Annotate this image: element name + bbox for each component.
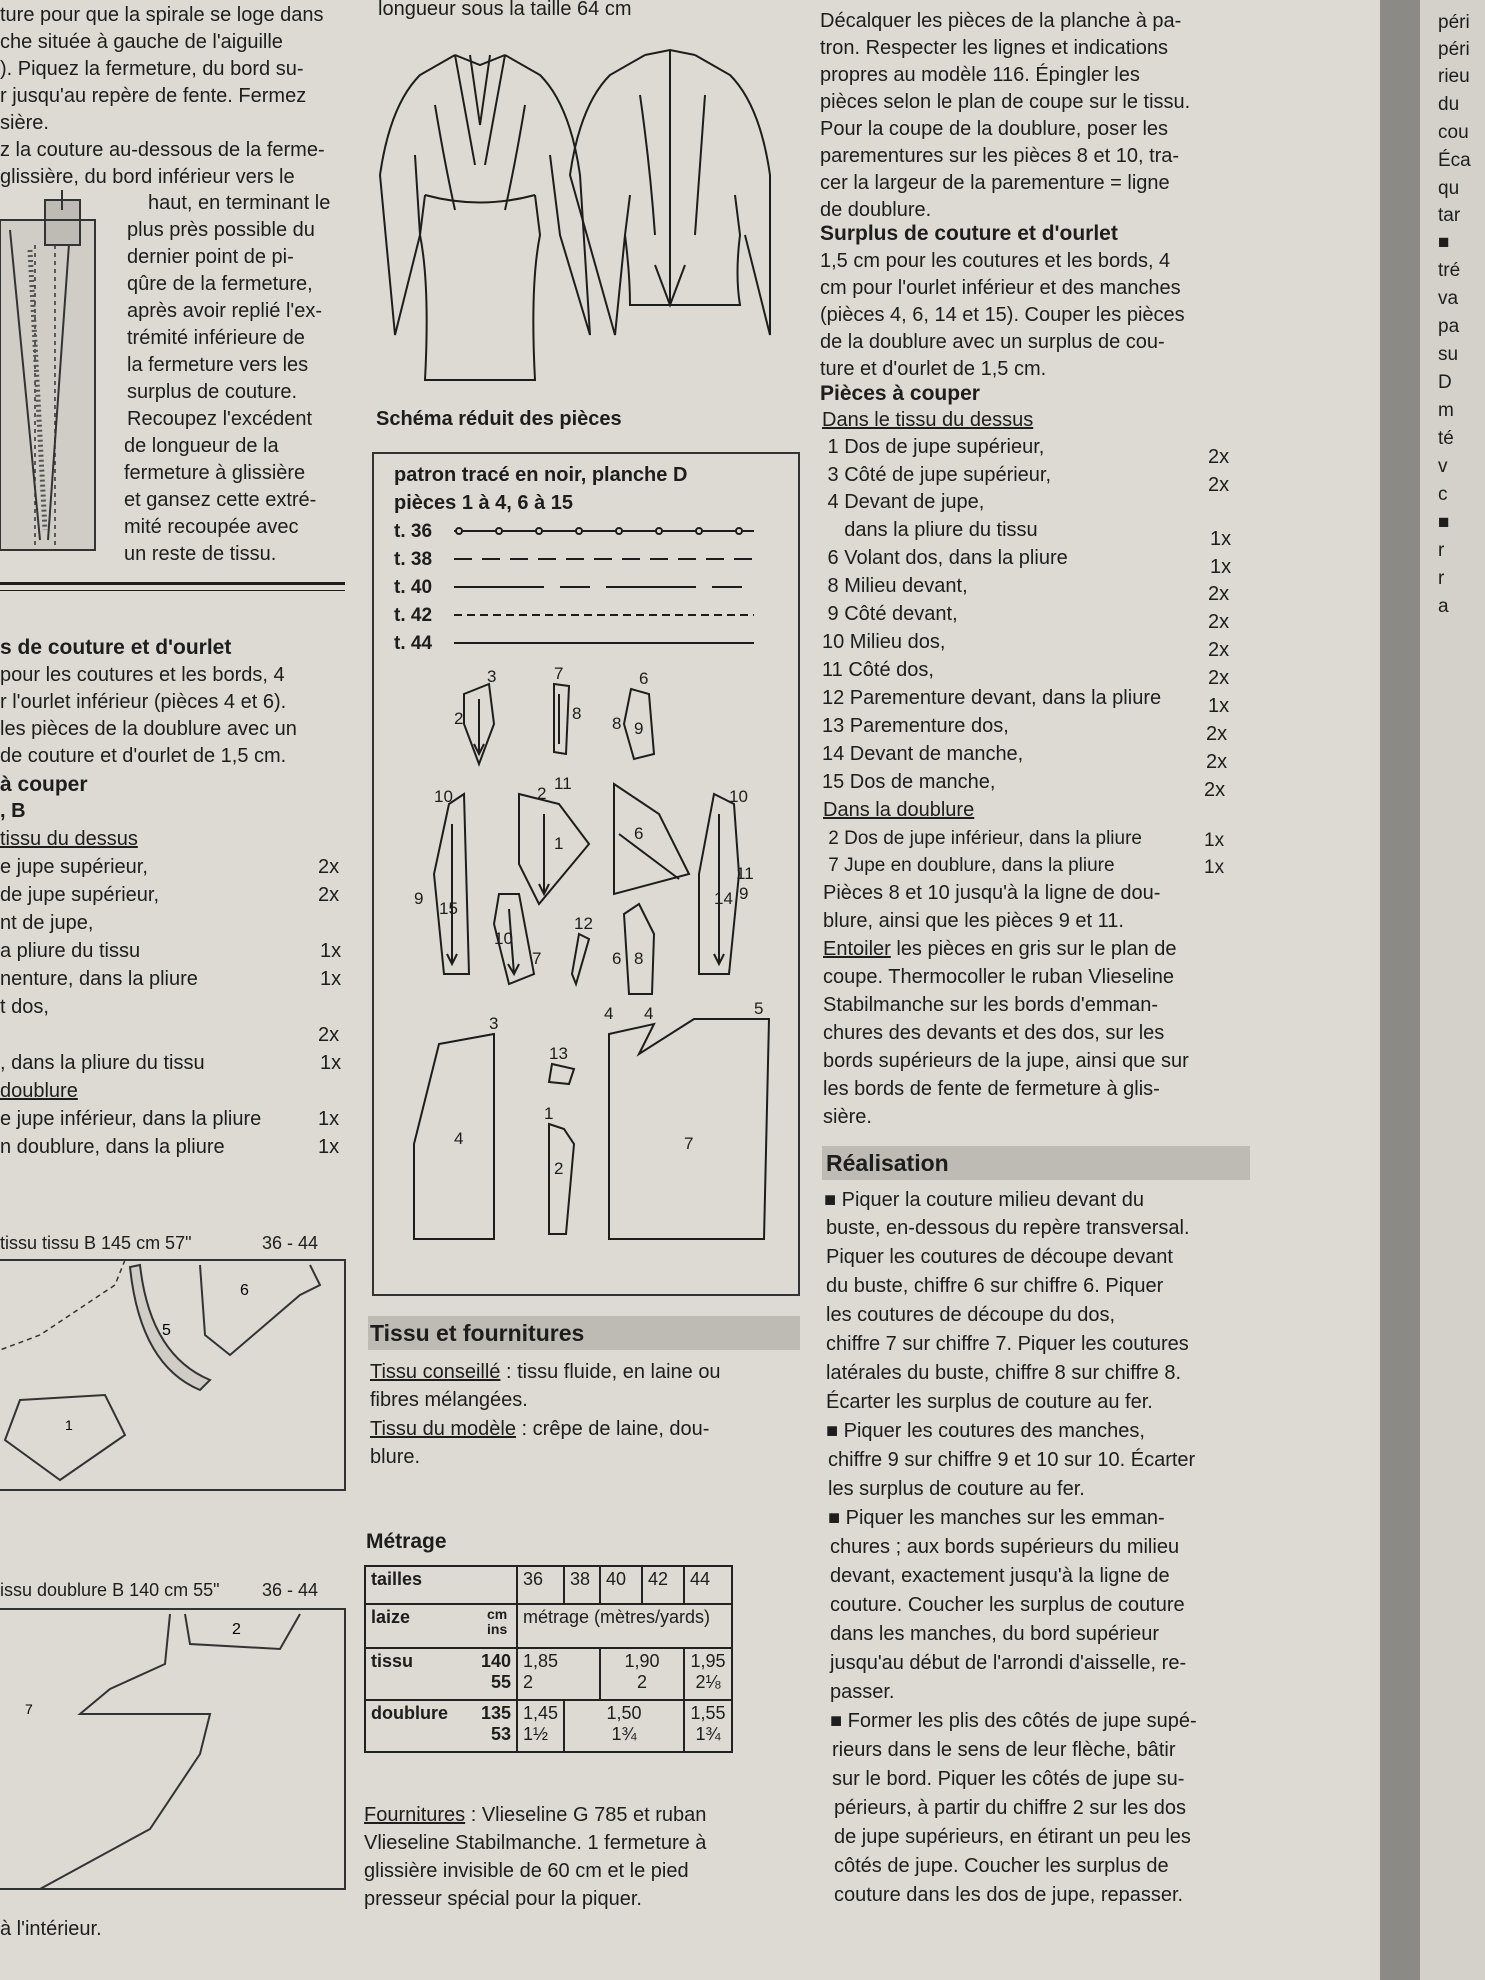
text-line: fibres mélangées.	[370, 1389, 528, 1411]
fragment: r	[1438, 540, 1445, 561]
text-line: cm pour l'ourlet inférieur et des manches	[820, 277, 1181, 299]
text-line: la fermeture vers les	[127, 354, 309, 376]
text-line: chiffre 7 sur chiffre 7. Piquer les coutures	[826, 1333, 1189, 1355]
text-line: Stabilmanche sur les bords d'emman-	[823, 994, 1159, 1016]
text-line: de longueur de la	[124, 435, 279, 457]
text-line: chures ; aux bords supérieurs du milieu	[830, 1536, 1180, 1558]
fragment: péri	[1438, 39, 1470, 60]
table-header-tailles: tailles	[365, 1566, 517, 1604]
footer-text: à l'intérieur.	[0, 1918, 102, 1940]
piece-number: 7	[684, 1134, 694, 1153]
piece-number: 1	[544, 1104, 554, 1123]
width-in: 53	[490, 1724, 511, 1744]
text-line: après avoir replié l'ex-	[127, 300, 323, 322]
piece-qty: 2x	[1208, 667, 1230, 689]
width-in: 55	[490, 1672, 511, 1692]
piece-number: 4	[644, 1004, 654, 1023]
piece-label: 3 Côté de jupe supérieur,	[822, 464, 1052, 486]
text-line: un reste de tissu.	[124, 543, 277, 565]
value-yd: 2⅛	[695, 1672, 721, 1692]
label-conseille: Tissu conseillé	[370, 1361, 501, 1383]
text-line: dernier point de pi-	[127, 246, 294, 268]
piece-number: 9	[634, 719, 644, 738]
pattern-note: pièces 1 à 4, 6 à 15	[394, 492, 574, 514]
fragment: rieu	[1438, 66, 1470, 87]
text-line: haut, en terminant le	[148, 192, 331, 214]
text-line: Décalquer les pièces de la planche à pa-	[820, 10, 1182, 32]
text-line: chures des devants et des dos, sur les	[823, 1022, 1165, 1044]
text-line: blure.	[370, 1446, 421, 1468]
realisation-heading: Réalisation	[826, 1150, 949, 1176]
seam-heading: s de couture et d'ourlet	[0, 636, 232, 659]
zipper-illustration	[0, 190, 118, 570]
pattern-note: patron tracé en noir, planche D	[394, 464, 688, 486]
piece-qty: 2x	[1208, 611, 1230, 633]
table-metrage-label: métrage (mètres/yards)	[517, 1604, 732, 1648]
text-line: propres au modèle 116. Épingler les	[820, 64, 1140, 86]
pattern-schema-box	[372, 452, 800, 1296]
piece-label: 4 Devant de jupe,	[822, 491, 985, 513]
text-line: rieurs dans le sens de leur flèche, bâtir	[832, 1739, 1176, 1761]
metrage-table	[364, 1565, 733, 1753]
piece-number: 2	[537, 784, 547, 803]
text-line: les bords de fente de fermeture à glis-	[823, 1078, 1160, 1100]
piece-qty: 2x	[1206, 723, 1228, 745]
piece-qty: 2x	[318, 856, 340, 878]
fragment: pa	[1438, 316, 1460, 337]
value-yd: 1½	[523, 1724, 549, 1744]
text-line: che située à gauche de l'aiguille	[0, 31, 283, 53]
piece-label: nt de jupe,	[0, 912, 94, 934]
text-line: 1,5 cm pour les coutures et les bords, 4	[820, 250, 1171, 272]
piece-number: 11	[554, 774, 572, 793]
text-line: coupe. Thermocoller le ruban Vlieseline	[823, 966, 1174, 988]
text-line: cer la largeur de la parementure = ligne	[820, 172, 1170, 194]
width-cm: 135	[480, 1703, 511, 1723]
cut-heading: à couper	[0, 773, 88, 796]
fragment: té	[1438, 428, 1454, 449]
text-line: du buste, chiffre 6 sur chiffre 6. Piquer	[826, 1275, 1164, 1297]
piece-qty: 2x	[1208, 446, 1230, 468]
piece-number: 5	[162, 1322, 171, 1339]
text-line: pièces selon le plan de coupe sur le tissu.	[820, 91, 1191, 113]
table-row-doublure	[365, 1700, 517, 1752]
text-line: z la couture au-dessous de la ferme-	[0, 139, 325, 161]
fragment: c	[1438, 484, 1448, 505]
piece-qty: 1x	[318, 1108, 340, 1130]
section-divider	[0, 582, 345, 585]
table-size: 44	[684, 1566, 732, 1604]
piece-qty: 1x	[1204, 857, 1225, 878]
fragment: su	[1438, 344, 1459, 365]
text-span: : Vlieseline G 785 et ruban	[465, 1804, 707, 1826]
value-m: 1,50	[606, 1703, 642, 1723]
text-line: buste, en-dessous du repère transversal.	[826, 1217, 1190, 1239]
tissu-label: tissu	[371, 1651, 414, 1671]
next-page-edge	[1420, 0, 1485, 1980]
text-line: r l'ourlet inférieur (pièces 4 et 6).	[0, 691, 287, 713]
table-row-tissu	[365, 1648, 517, 1700]
fragment: ■	[1438, 232, 1450, 253]
fragment: tré	[1438, 260, 1461, 281]
piece-label: 7 Jupe en doublure, dans la pliure	[823, 855, 1115, 876]
text-line: glissière invisible de 60 cm et le pied	[364, 1860, 689, 1882]
table-size: 36	[517, 1566, 564, 1604]
piece-number: 2	[454, 709, 464, 728]
value-yd: 1¾	[695, 1724, 721, 1744]
lining-heading: doublure	[0, 1080, 78, 1102]
table-cell	[684, 1648, 732, 1700]
label-modele: Tissu du modèle	[370, 1418, 516, 1440]
piece-number: 9	[739, 884, 749, 903]
table-cell	[517, 1700, 564, 1752]
piece-number: 4	[454, 1129, 464, 1148]
piece-number: 6	[639, 669, 649, 688]
size-label: t. 40	[394, 577, 433, 598]
table-size: 42	[642, 1566, 684, 1604]
size-line-styles	[454, 522, 764, 662]
table-size: 40	[600, 1566, 642, 1604]
text-line: r jusqu'au repère de fente. Fermez	[0, 85, 307, 107]
text-line: Recoupez l'excédent	[127, 408, 313, 430]
pattern-pieces-diagram	[394, 664, 784, 1279]
piece-label: 8 Milieu devant,	[822, 575, 968, 597]
piece-label: 2 Dos de jupe inférieur, dans la pliure	[823, 828, 1142, 849]
table-cell	[517, 1648, 600, 1700]
piece-label: 12 Parementure devant, dans la pliure	[822, 687, 1162, 709]
text-line: presseur spécial pour la piquer.	[364, 1888, 642, 1910]
piece-label: 14 Devant de manche,	[822, 743, 1024, 765]
piece-number: 1	[65, 1417, 73, 1433]
text-line: ■ Piquer la couture milieu devant du	[824, 1189, 1145, 1211]
text-line: périeurs, à partir du chiffre 2 sur les dos	[834, 1797, 1187, 1819]
units-label: cm ins	[487, 1606, 508, 1637]
piece-label: dans la pliure du tissu	[822, 519, 1038, 541]
piece-number: 3	[489, 1014, 499, 1033]
text-line: ■ Piquer les coutures des manches,	[826, 1420, 1145, 1442]
piece-label: 9 Côté devant,	[822, 603, 958, 625]
piece-number: 10	[434, 787, 453, 806]
cutting-layout-lining	[0, 1604, 350, 1894]
fabric-heading: tissu du dessus	[0, 828, 138, 850]
text-line: ture pour que la spirale se loge dans	[0, 4, 324, 26]
text-line: ■ Former les plis des côtés de jupe supé-	[830, 1710, 1197, 1732]
cut-subheading: , B	[0, 800, 26, 822]
piece-number: 12	[574, 914, 593, 933]
piece-label: t dos,	[0, 996, 49, 1018]
pieces-heading: Pièces à couper	[820, 382, 980, 405]
fragment: péri	[1438, 12, 1470, 33]
text-line: de doublure.	[820, 199, 932, 221]
piece-label: 10 Milieu dos,	[822, 631, 946, 653]
text-span: : tissu fluide, en laine ou	[500, 1361, 721, 1383]
text-line: Vlieseline Stabilmanche. 1 fermeture à	[364, 1832, 707, 1854]
value-m: 1,90	[624, 1651, 660, 1671]
piece-qty: 1x	[320, 940, 342, 962]
piece-qty: 2x	[1208, 474, 1230, 496]
piece-number: 6	[612, 949, 622, 968]
text-line: les coutures de découpe du dos,	[826, 1304, 1116, 1326]
piece-qty: 1x	[1210, 556, 1232, 578]
text-line: chiffre 9 sur chiffre 9 et 10 sur 10. Écarter	[828, 1449, 1196, 1471]
value-yd: 2	[523, 1672, 534, 1692]
value-m: 1,85	[523, 1651, 559, 1671]
piece-number: 14	[714, 889, 733, 908]
dessus-heading: Dans le tissu du dessus	[822, 409, 1034, 431]
tissu-heading: Tissu et fournitures	[370, 1320, 585, 1346]
text-line: côtés de jupe. Coucher les surplus de	[834, 1855, 1169, 1877]
text-line	[364, 1802, 706, 1830]
fragment: a	[1438, 596, 1449, 617]
layout-label: issu doublure B 140 cm 55"	[0, 1580, 220, 1600]
text-line: de couture et d'ourlet de 1,5 cm.	[0, 745, 287, 767]
piece-qty: 1x	[318, 1136, 340, 1158]
size-label: t. 36	[394, 521, 433, 542]
page-gutter	[1380, 0, 1420, 1980]
entoiler-label: Entoiler	[823, 938, 891, 960]
size-label: t. 38	[394, 549, 433, 570]
piece-number: 10	[729, 787, 748, 806]
text-line: jusqu'au début de l'arrondi d'aisselle, re-	[830, 1652, 1187, 1674]
value-yd: 2	[637, 1672, 648, 1692]
piece-label: e jupe supérieur,	[0, 856, 148, 878]
piece-qty: 1x	[1208, 695, 1230, 717]
garment-technical-drawing	[375, 35, 795, 395]
piece-label: 6 Volant dos, dans la pliure	[822, 547, 1068, 569]
text-span: les pièces en gris sur le plan de	[890, 938, 1177, 960]
text-line: Écarter les surplus de couture au fer.	[826, 1391, 1153, 1413]
text-line: et gansez cette extré-	[124, 489, 317, 511]
piece-number: 13	[549, 1044, 568, 1063]
piece-label: a pliure du tissu	[0, 940, 141, 962]
text-line: (pièces 4, 6, 14 et 15). Couper les pièces	[820, 304, 1185, 326]
piece-qty: 2x	[1208, 639, 1230, 661]
text-line: les surplus de couture au fer.	[828, 1478, 1085, 1500]
text-line: qûre de la fermeture,	[127, 273, 313, 295]
fragment: ■	[1438, 512, 1450, 533]
piece-number: 2	[232, 1621, 241, 1638]
piece-number: 11	[736, 864, 754, 883]
text-line: blure, ainsi que les pièces 9 et 11.	[823, 910, 1124, 932]
fragment: m	[1438, 400, 1454, 421]
text-line: surplus de couture.	[127, 381, 298, 403]
table-size: 38	[564, 1566, 600, 1604]
text-line	[823, 936, 1177, 964]
piece-qty: 2x	[1206, 751, 1228, 773]
fragment: r	[1438, 568, 1445, 589]
piece-qty: 1x	[1210, 528, 1232, 550]
piece-number: 8	[572, 704, 582, 723]
text-line: sur le bord. Piquer les côtés de jupe su-	[832, 1768, 1185, 1790]
piece-number: 7	[554, 664, 564, 683]
table-cell	[600, 1648, 684, 1700]
piece-qty: 1x	[320, 1052, 342, 1074]
text-line: de jupe supérieurs, en étirant un peu les	[834, 1826, 1191, 1848]
piece-qty: 2x	[1204, 779, 1226, 801]
text-line: passer.	[830, 1681, 895, 1703]
piece-qty: 2x	[318, 1024, 340, 1046]
text-line: couture dans les dos de jupe, repasser.	[834, 1884, 1184, 1906]
text-line: sière.	[823, 1106, 872, 1128]
fragment: Éca	[1438, 150, 1471, 171]
surplus-heading: Surplus de couture et d'ourlet	[820, 222, 1118, 245]
size-label: t. 42	[394, 605, 433, 626]
text-line: ture et d'ourlet de 1,5 cm.	[820, 358, 1047, 380]
piece-number: 7	[25, 1701, 33, 1717]
piece-number: 6	[634, 824, 644, 843]
text-line: Piquer les coutures de découpe devant	[826, 1246, 1173, 1268]
section-divider	[0, 590, 345, 591]
value-yd: 1¾	[611, 1724, 637, 1744]
table-row-laize	[365, 1604, 517, 1648]
piece-number: 3	[487, 667, 497, 686]
text-line	[370, 1359, 721, 1387]
text-line: les pièces de la doublure avec un	[0, 718, 297, 740]
text-line: trémité inférieure de	[127, 327, 305, 349]
piece-number: 4	[604, 1004, 614, 1023]
metrage-heading: Métrage	[366, 1530, 447, 1553]
piece-label: de jupe supérieur,	[0, 884, 160, 906]
piece-number: 1	[554, 834, 564, 853]
fragment: qu	[1438, 178, 1460, 199]
fragment: va	[1438, 288, 1459, 309]
piece-label: 15 Dos de manche,	[822, 771, 996, 793]
text-line: de la doublure avec un surplus de cou-	[820, 331, 1165, 353]
text-line: couture. Coucher les surplus de couture	[830, 1594, 1185, 1616]
piece-number: 2	[554, 1159, 564, 1178]
piece-label: , dans la pliure du tissu	[0, 1052, 205, 1074]
piece-label: e jupe inférieur, dans la pliure	[0, 1108, 262, 1130]
piece-number: 8	[634, 949, 644, 968]
piece-number: 9	[414, 889, 424, 908]
value-m: 1,95	[690, 1651, 726, 1671]
piece-label: 13 Parementure dos,	[822, 715, 1009, 737]
text-span: : crêpe de laine, dou-	[516, 1418, 710, 1440]
fragment: D	[1438, 372, 1452, 393]
piece-qty: 1x	[320, 968, 342, 990]
text-line: fermeture à glissière	[124, 462, 306, 484]
size-label: t. 44	[394, 633, 433, 654]
text-line: glissière, du bord inférieur vers le	[0, 166, 295, 188]
text-line: latérales du buste, chiffre 8 sur chiffre 8.	[826, 1362, 1182, 1384]
text-line: ■ Piquer les manches sur les emman-	[828, 1507, 1165, 1529]
text-line: devant, exactement jusqu'à la ligne de	[830, 1565, 1170, 1587]
text-line: ). Piquez la fermeture, du bord su-	[0, 58, 304, 80]
piece-number: 7	[532, 949, 542, 968]
table-cell	[684, 1700, 732, 1752]
fragment: v	[1438, 456, 1448, 477]
piece-number: 8	[612, 714, 622, 733]
table-cell	[564, 1700, 684, 1752]
piece-label: n doublure, dans la pliure	[0, 1136, 225, 1158]
schema-title: Schéma réduit des pièces	[376, 408, 622, 430]
piece-number: 6	[240, 1282, 249, 1299]
fragment: tar	[1438, 205, 1461, 226]
text-line	[370, 1416, 709, 1444]
piece-number: 10	[494, 929, 513, 948]
piece-number: 5	[754, 999, 764, 1018]
piece-qty: 2x	[1208, 583, 1230, 605]
text-line: sière.	[0, 112, 49, 134]
laize-label: laize	[371, 1607, 411, 1627]
piece-label: 1 Dos de jupe supérieur,	[822, 436, 1045, 458]
text-line: Pour la coupe de la doublure, poser les	[820, 118, 1169, 140]
text-line: Pièces 8 et 10 jusqu'à la ligne de dou-	[823, 882, 1161, 904]
piece-qty: 1x	[1204, 830, 1225, 851]
text-line: bords supérieurs de la jupe, ainsi que sur	[823, 1050, 1189, 1072]
text-line: mité recoupée avec	[124, 516, 299, 538]
width-cm: 140	[480, 1651, 511, 1671]
piece-label: 11 Côté dos,	[822, 659, 934, 681]
text-line: tron. Respecter les lignes et indications	[820, 37, 1168, 59]
fragment: cou	[1438, 122, 1469, 143]
text-line: plus près possible du	[127, 219, 315, 241]
layout-sizes: 36 - 44	[262, 1233, 319, 1253]
piece-number: 15	[439, 899, 458, 918]
length-note: longueur sous la taille 64 cm	[378, 0, 632, 20]
cutting-layout-fabric	[0, 1255, 350, 1495]
doublure-label: doublure	[371, 1703, 448, 1723]
layout-label: tissu tissu B 145 cm 57"	[0, 1233, 192, 1253]
text-line: parementures sur les pièces 8 et 10, tra-	[820, 145, 1180, 167]
text-line: dans les manches, du bord supérieur	[830, 1623, 1160, 1645]
piece-qty: 2x	[318, 884, 340, 906]
doublure-heading: Dans la doublure	[823, 799, 975, 821]
fournitures-label: Fournitures	[364, 1804, 466, 1826]
value-m: 1,45	[523, 1703, 559, 1723]
fragment: du	[1438, 94, 1460, 115]
layout-sizes: 36 - 44	[262, 1580, 319, 1600]
piece-label: nenture, dans la pliure	[0, 968, 198, 990]
text-line: pour les coutures et les bords, 4	[0, 664, 285, 686]
value-m: 1,55	[690, 1703, 726, 1723]
